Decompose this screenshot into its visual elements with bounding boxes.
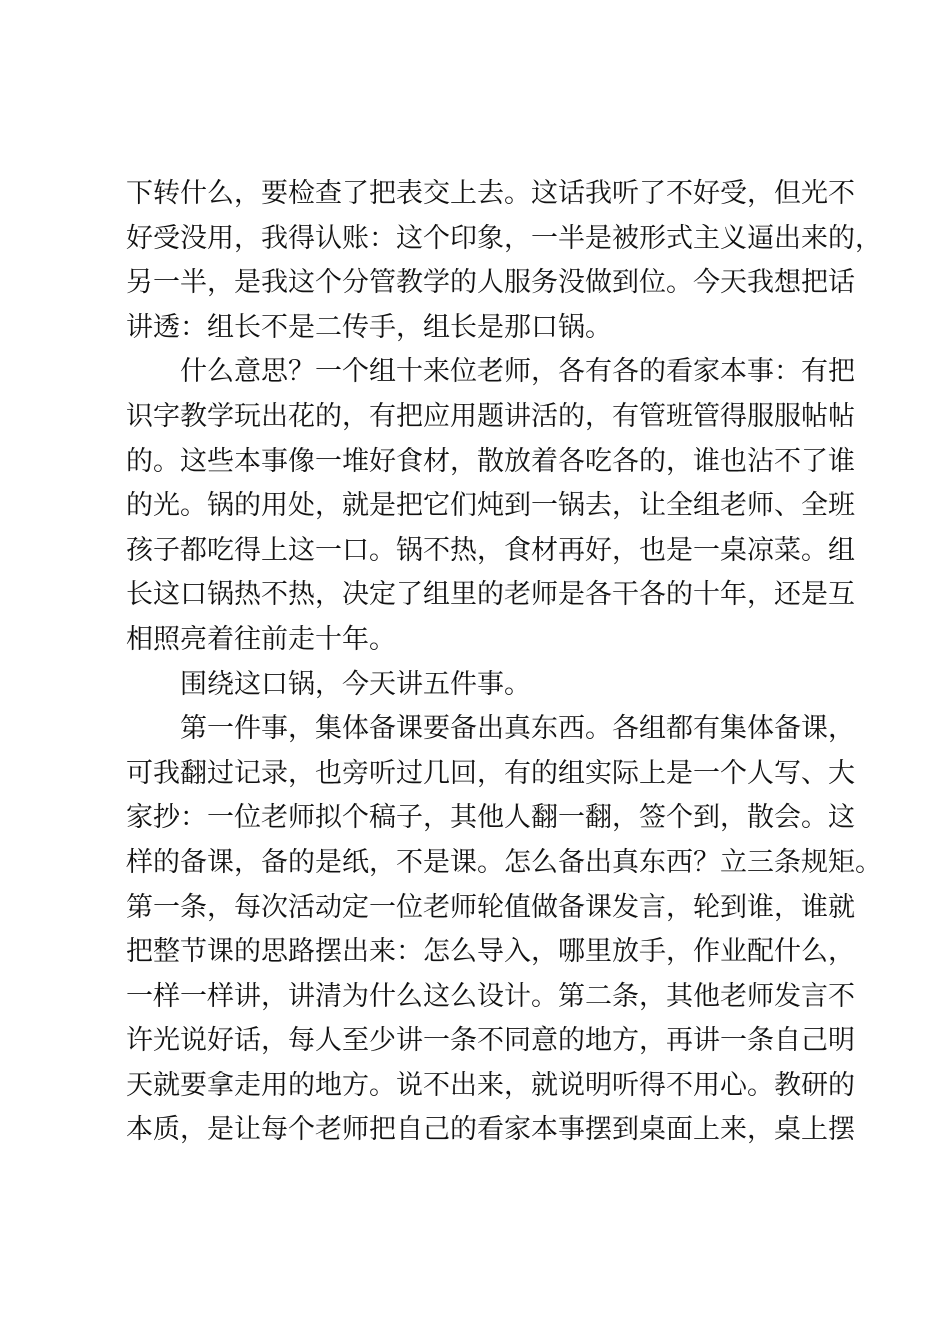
text-line: 围绕这口锅，今天讲五件事。 [180,668,531,700]
text-line: 好受没用，我得认账：这个印象，一半是被形式主义逼出来的， [126,222,882,254]
text-line: 家抄：一位老师拟个稿子，其他人翻一翻，签个到，散会。这 [126,802,855,834]
text-line: 孩子都吃得上这一口。锅不热，食材再好，也是一桌凉菜。组 [126,534,855,566]
text-line: 可我翻过记录，也旁听过几回，有的组实际上是一个人写、大 [126,757,855,789]
text-line: 长这口锅热不热，决定了组里的老师是各干各的十年，还是互 [126,579,855,611]
text-line: 第一条，每次活动定一位老师轮值做备课发言，轮到谁，谁就 [126,891,855,923]
body-text [126,172,882,1153]
text-line: 一样一样讲，讲清为什么这么设计。第二条，其他老师发言不 [126,980,855,1012]
text-line: 的光。锅的用处，就是把它们炖到一锅去，让全组老师、全班 [126,490,855,522]
text-line: 把整节课的思路摆出来：怎么导入，哪里放手，作业配什么， [126,936,855,968]
text-line: 天就要拿走用的地方。说不出来，就说明听得不用心。教研的 [126,1069,855,1101]
text-line: 本质，是让每个老师把自己的看家本事摆到桌面上来，桌上摆 [126,1114,855,1146]
text-line: 下转什么，要检查了把表交上去。这话我听了不好受，但光不 [126,178,855,209]
text-line: 讲透：组长不是二传手，组长是那口锅。 [126,311,612,343]
text-line: 许光说好话，每人至少讲一条不同意的地方，再讲一条自己明 [126,1025,855,1057]
text-line: 相照亮着往前走十年。 [126,623,396,655]
text-line: 另一半，是我这个分管教学的人服务没做到位。今天我想把话 [126,267,855,299]
text-line: 识字教学玩出花的，有把应用题讲活的，有管班管得服服帖帖 [126,400,855,432]
text-line: 样的备课，备的是纸，不是课。怎么备出真东西？立三条规矩。 [126,846,882,878]
text-line: 的。这些本事像一堆好食材，散放着各吃各的，谁也沾不了谁 [126,445,855,477]
text-line: 什么意思？一个组十来位老师，各有各的看家本事：有把 [180,356,855,388]
text-line: 第一件事，集体备课要备出真东西。各组都有集体备课， [180,713,855,745]
